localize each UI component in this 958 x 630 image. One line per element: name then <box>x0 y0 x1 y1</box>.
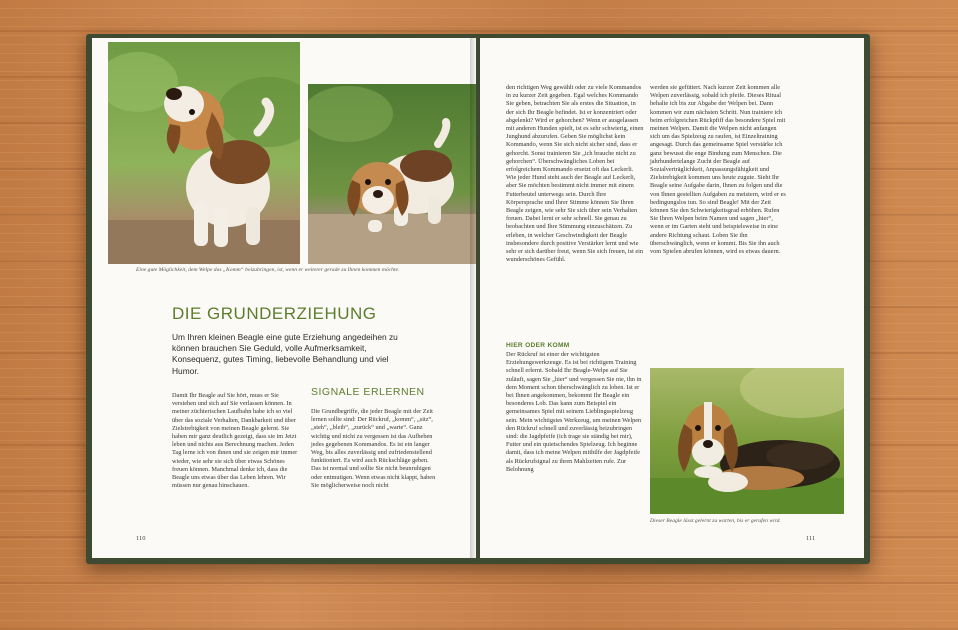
body-column-1 <box>172 392 298 490</box>
section-heading-hier-oder-komm: HIER ODER KOMM <box>506 342 570 349</box>
section-heading-signale: SIGNALE ERLERNEN <box>311 386 425 398</box>
photo-beagle-puppy-looking-up <box>108 42 300 264</box>
left-page <box>92 38 476 558</box>
body-text: Die Grundbegriffe, die jeder Beagle mit der Zeit lernen sollte sind: Der Rückruf, „komm“, „sitz“, „steh“, „bleib“, „zurück“ und „warte“. Ganz wichtig und nicht zu vergessen ist das Aufheben jedes gegebenen Kommandos. Es ist ein langer Weg, bis alles zuverlässig und zufriedenstellend funktioniert. Es wird auch Rückschläge geben. Das ist normal und sollte Sie nicht beunruhigen oder entmutigen. Wenn etwas nicht klappt, haben Sie möglicherweise noch nicht <box>311 408 436 489</box>
body-text: werden sie gefüttert. Nach kurzer Zeit kommen alle Welpen zuverlässig, sobald ich pfeife. Dieses Ritual behalte ich bis zur Abgabe der Welpen bei. Dann kommen wir zum nächsten Schritt. Nun trainiere ich beim erfolgreichen Rückpfiff das besondere Spiel mit meinen Welpen. Damit die Welpen nicht anfangen sich um das Spielzeug zu raufen, ist Einzeltraining angesagt. Durch das gemeinsame Spiel verstärke ich ganz bewusst die enge Bindung zum Menschen. Die jahrhundertelange Zucht der Beagle auf Sozialverträglichkeit, Anpassungsfähigkeit und Zielstrebigkeit kommen uns heute zugute. Sieht Ihr Beagle seine Aufgabe darin, Ihnen zu folgen und die von Ihnen gestellten Aufgaben zu meistern, wird er es bedingungslos tun. So sind Beagle! Mit der Zeit können Sie den Schwierigkeitsgrad erhöhen. Rufen Sie Ihren Welpen beim Namen und sagen „hier“, wenn er im Garten steht und beispielsweise in eine andere Richtung schaut. Loben Sie ihn überschwänglich, wenn er kommt. Bis Sie ihn auch vom Spielen abrufen können, wird es etwas dauern. <box>650 84 786 256</box>
body-text: den richtigen Weg gewählt oder zu viele Kommandos in zu kurzer Zeit gegeben. Egal welches Kommando Sie geben, betrachten Sie als erstes die Situation, in der sich Ihr Beagle befindet. Ist er konzentriert oder abgelenkt? Wird er gehorchen? Wenn er ausgelassen mit anderen Hunden spielt, ist es sehr schwierig, einen Junghund abzurufen. Geben Sie möglichst kein Kommando, wenn Sie sich nicht sicher sind, dass er gehorcht. Sonst trainieren Sie „ich brauche nicht zu gehorchen“. Überschwängliches Loben bei erfolgreichem Kommando ersetzt oft das Leckerli. Wie jeder Hund steht auch der Beagle auf Leckerli, aber Sie möchten bestimmt nicht immer mit einem Futterbeutel unterwegs sein. Durch Ihre Körpersprache und Ihrer Stimme können Sie Ihren Beagle zeigen, wie sehr Sie sich über sein Verhalten freuen. Dabei lernt er sehr schnell. Sie genau zu beobachten und Ihre Stimmung einzuschätzen. Zu erleben, in welcher Geschwindigkeit der Beagle insbesondere durch positive Verstärker lernt und wie sehr er sich darüber freut, wenn Sie sich freuen, ist ein wunderschönes Gefühl. <box>506 84 644 264</box>
page-number-left: 110 <box>136 535 146 542</box>
photo-beagle-lying-in-grass <box>650 368 844 514</box>
body-text: Damit Ihr Beagle auf Sie hört, muss er Sie verstehen und sich auf Sie verlassen können. In meiner züchterischen Laufbahn habe ich so viel über das soziale Verhalten, Dankbarkeit und über Zielstrebigkeit von meinen Beagle gelernt. Sie haben mir ganz deutlich gezeigt, dass sie im Jetzt leben und nichts aus Berechnung machen. Jeden Tag lerne ich von ihnen und sie zeigen mir immer wieder, wie sehr sie sich über etwas Schönes freuen können. Manchmal denke ich, dass die Beagle uns etwas über das Leben lehren. Wir müssen nur genau hinschauen. <box>172 392 298 490</box>
body-column-2 <box>311 408 437 490</box>
body-column-4 <box>650 84 786 256</box>
body-text: Der Rückruf ist einer der wichtigsten Erziehungswerkzeuge. Es ist bei richtigem Training schnell erlernt. Sobald Ihr Beagle-Welpe auf Sie zuläuft, sagen Sie „hier“ und vergessen Sie nie, ihn in dem Moment schon überschwänglich zu loben. Ist er bei Ihnen angekommen, bekommt Ihr Beagle ein besonderes Lob. Das kann zum Beispiel ein gemeinsames Spiel mit seinem Lieblingsspielzeug sein. Mein wichtigstes Werkzeug, um meinen Welpen den Rückruf schnell und zuverlässig beizubringen sind: die Jagdpfeife (ich trage sie ständig bei mir), Futter und ein quietschendes Spielzeug. Ich beginne damit, dass ich meine Welpen mithilfe der Jagdpfeife als Rückrufsignal zu ihren Mahlzeiten rufe. Zur Belohnung <box>506 351 642 473</box>
body-column-3 <box>506 84 644 264</box>
open-book <box>86 34 870 564</box>
chapter-intro: Um Ihren kleinen Beagle eine gute Erziehung angedeihen zu können brauchen Sie Geduld, volle Aufmerksamkeit, Konsequenz, gutes Timing, liebevolle Behandlung und viel Humor. <box>172 332 398 376</box>
body-column-3-continued <box>506 351 644 474</box>
chapter-headline: DIE GRUNDERZIEHUNG <box>172 304 377 323</box>
photo-beagle-puppy-running <box>308 84 476 264</box>
photo-caption: Dieser Beagle lässt gelernt zu warten, bis er gerufen wird. <box>650 518 781 524</box>
page-number-right: 111 <box>806 535 816 542</box>
photo-caption: Eine gute Möglichkeit, dem Welpe das „Komm“ beizubringen, ist, wenn er weiterer gerade zu Ihnen kommen möchte. <box>136 267 400 273</box>
right-page <box>480 38 864 558</box>
